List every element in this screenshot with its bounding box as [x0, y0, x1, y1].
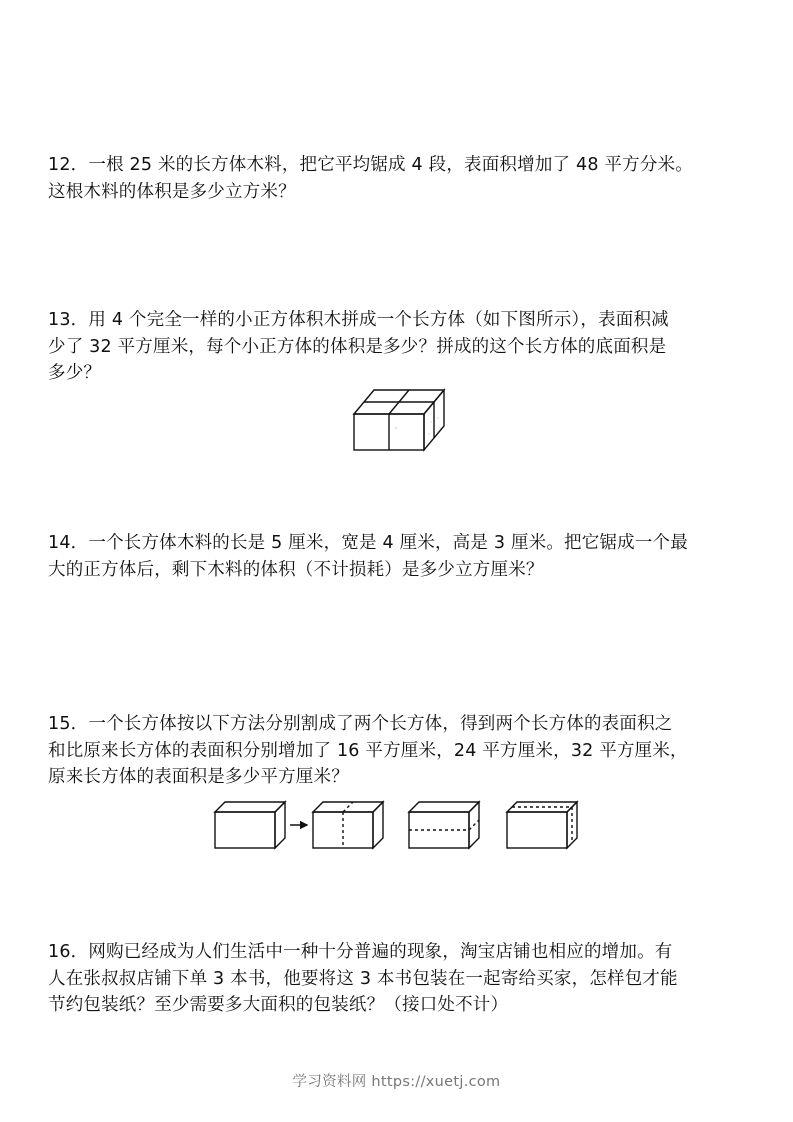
cuboid-cutting-methods-icon: [212, 798, 586, 852]
problem-12-line-1: 12．一根 25 米的长方体木料，把它平均锯成 4 段，表面积增加了 48 平方分米。: [48, 155, 693, 175]
problem-16-line-2: 人在张叔叔店铺下单 3 本书，他要将这 3 本书包装在一起寄给买家，怎样包才能: [48, 968, 678, 989]
problem-15-line-3: 原来长方体的表面积是多少平方厘米？: [48, 767, 349, 787]
problem-13-line-3: 多少？: [48, 363, 102, 383]
problem-14-line-2: 大的正方体后，剩下木料的体积（不计损耗）是多少立方厘米？: [48, 559, 544, 580]
original-cuboid: [215, 802, 285, 848]
problem-14-line-1: 14．一个长方体木料的长是 5 厘米，宽是 4 厘米，高是 3 厘米。把它锯成一个最: [48, 533, 688, 553]
problem-16-line-3: 节约包装纸？至少需要多大面积的包装纸？（接口处不计）: [48, 995, 509, 1015]
cuboid-cutting-figure: [212, 798, 586, 852]
four-cubes-cuboid-figure: [352, 388, 446, 452]
cuboid-of-four-cubes-icon: [352, 388, 446, 452]
problem-15-line-1: 15．一个长方体按以下方法分别割成了两个长方体，得到两个长方体的表面积之: [48, 714, 673, 734]
problem-15-line-2: 和比原来长方体的表面积分别增加了 16 平方厘米，24 平方厘米，32 平方厘米，: [48, 740, 688, 761]
problem-14: [48, 530, 750, 583]
problem-15: [48, 711, 750, 791]
watermark-text: 学习资料网 https://xuetj.com: [292, 1074, 501, 1090]
problem-16: [48, 939, 750, 1019]
problem-12-line-2: 这根木料的体积是多少立方米？: [48, 181, 296, 202]
problem-12: [48, 152, 750, 205]
problem-13-line-2: 少了 32 平方厘米，每个小正方体的体积是多少？拼成的这个长方体的底面积是: [48, 336, 667, 357]
problem-13-line-1: 13．用 4 个完全一样的小正方体积木拼成一个长方体（如下图所示），表面积减: [48, 310, 669, 330]
cuboid-depth-cut: [507, 802, 577, 848]
cuboid-vertical-cut: [313, 802, 383, 848]
page-footer: [0, 1070, 793, 1091]
problem-16-line-1: 16．网购已经成为人们生活中一种十分普遍的现象，淘宝店铺也相应的增加。有: [48, 942, 673, 962]
problem-13: [48, 307, 750, 387]
cuboid-horizontal-cut: [409, 802, 479, 848]
